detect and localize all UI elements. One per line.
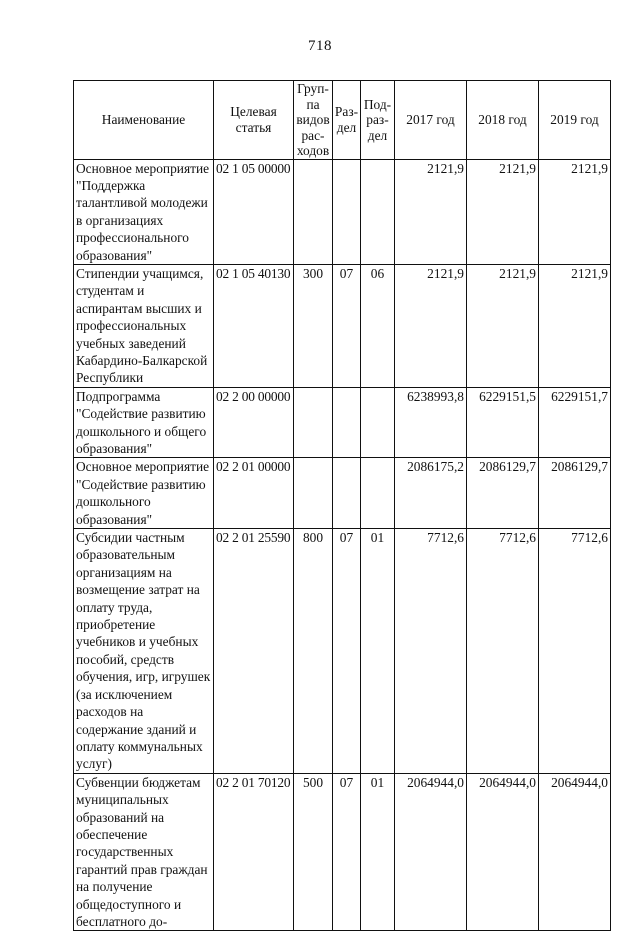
row-subsection: 06 <box>361 264 395 387</box>
row-value-2018: 2121,9 <box>467 159 539 264</box>
row-subsection: 01 <box>361 773 395 931</box>
row-expense-group: 300 <box>294 264 333 387</box>
row-expense-group: 800 <box>294 529 333 774</box>
row-subsection <box>361 458 395 529</box>
row-value-2018: 2086129,7 <box>467 458 539 529</box>
row-target-article: 02 2 01 70120 <box>214 773 294 931</box>
row-value-2017: 7712,6 <box>395 529 467 774</box>
row-subsection <box>361 159 395 264</box>
row-name: Основное мероприятие "Содействие развитию дошкольного образования" <box>74 458 214 529</box>
row-name: Субвенции бюджетам муниципальных образований на обеспечение государственных гарантий прав граждан на получение общедоступного и бесплатного до- <box>74 773 214 931</box>
row-name: Основное мероприятие "Поддержка талантливой молодежи в организациях профессионального образования" <box>74 159 214 264</box>
row-target-article: 02 1 05 00000 <box>214 159 294 264</box>
row-expense-group <box>294 458 333 529</box>
row-target-article: 02 1 05 40130 <box>214 264 294 387</box>
row-expense-group: 500 <box>294 773 333 931</box>
header-name: Наименование <box>74 81 214 160</box>
row-expense-group <box>294 159 333 264</box>
table-header-row <box>74 81 611 160</box>
table-row <box>74 458 611 529</box>
header-2019: 2019 год <box>539 81 611 160</box>
row-value-2017: 2121,9 <box>395 264 467 387</box>
table-row <box>74 159 611 264</box>
row-expense-group <box>294 387 333 458</box>
row-value-2017: 6238993,8 <box>395 387 467 458</box>
row-value-2019: 2086129,7 <box>539 458 611 529</box>
table-row <box>74 773 611 931</box>
row-value-2018: 6229151,5 <box>467 387 539 458</box>
header-2018: 2018 год <box>467 81 539 160</box>
row-value-2019: 2121,9 <box>539 264 611 387</box>
row-value-2019: 2064944,0 <box>539 773 611 931</box>
row-target-article: 02 2 01 25590 <box>214 529 294 774</box>
row-value-2019: 2121,9 <box>539 159 611 264</box>
row-target-article: 02 2 00 00000 <box>214 387 294 458</box>
table-row <box>74 264 611 387</box>
row-value-2019: 7712,6 <box>539 529 611 774</box>
row-target-article: 02 2 01 00000 <box>214 458 294 529</box>
row-value-2017: 2064944,0 <box>395 773 467 931</box>
row-section <box>333 159 361 264</box>
row-value-2018: 2064944,0 <box>467 773 539 931</box>
row-value-2019: 6229151,7 <box>539 387 611 458</box>
table-row <box>74 387 611 458</box>
row-value-2018: 2121,9 <box>467 264 539 387</box>
row-section: 07 <box>333 264 361 387</box>
header-expense-group: Груп-па видов рас-ходов <box>294 81 333 160</box>
header-2017: 2017 год <box>395 81 467 160</box>
row-section: 07 <box>333 529 361 774</box>
header-subsection: Под-раз-дел <box>361 81 395 160</box>
row-name: Стипендии учащимся, студентам и аспирантам высших и профессиональных учебных заведений Кабардино-Балкарской Республики <box>74 264 214 387</box>
row-section: 07 <box>333 773 361 931</box>
row-name: Подпрограмма "Содействие развитию дошкольного и общего образования" <box>74 387 214 458</box>
row-section <box>333 387 361 458</box>
row-subsection: 01 <box>361 529 395 774</box>
row-value-2017: 2086175,2 <box>395 458 467 529</box>
budget-table <box>73 80 611 931</box>
row-name: Субсидии частным образовательным организациям на возмещение затрат на оплату труда, приобретение учебников и учебных пособий, средств обучения, игр, игрушек (за исключением расходов на содержание зданий и оплату коммунальных услуг) <box>74 529 214 774</box>
table-row <box>74 529 611 774</box>
row-subsection <box>361 387 395 458</box>
header-section: Раз-дел <box>333 81 361 160</box>
row-value-2018: 7712,6 <box>467 529 539 774</box>
header-target-article: Целевая статья <box>214 81 294 160</box>
page-number: 718 <box>308 38 332 54</box>
row-section <box>333 458 361 529</box>
row-value-2017: 2121,9 <box>395 159 467 264</box>
